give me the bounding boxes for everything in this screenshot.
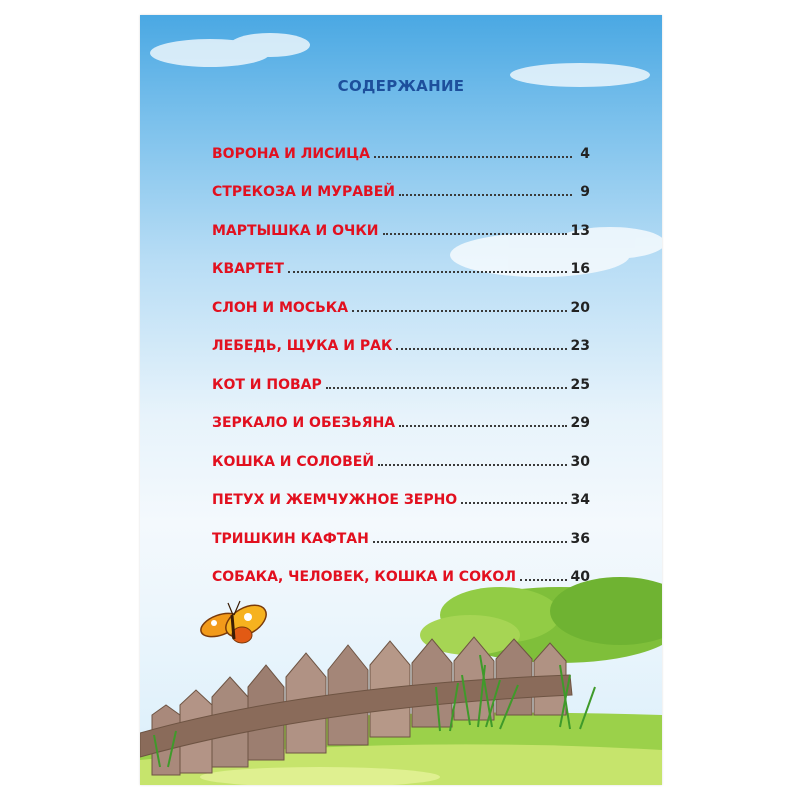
- dot-leader: [520, 579, 567, 581]
- toc-entry-title: СОБАКА, ЧЕЛОВЕК, КОШКА И СОКОЛ: [212, 569, 516, 585]
- toc-entry: [212, 316, 590, 355]
- butterfly-illustration: [198, 599, 272, 644]
- toc-entry: [212, 508, 590, 547]
- toc-entry-page-number: 25: [570, 376, 590, 393]
- toc-entry: [212, 277, 590, 316]
- toc-entry: [212, 354, 590, 393]
- toc-entry: [212, 470, 590, 509]
- toc-entry-title: СЛОН И МОСЬКА: [212, 299, 349, 316]
- dot-leader: [288, 271, 567, 273]
- toc-entry-title: КВАРТЕТ: [212, 261, 284, 277]
- toc-entry-page-number: 20: [570, 299, 590, 316]
- page-title: СОДЕРЖАНИЕ: [337, 77, 465, 95]
- dot-leader: [383, 233, 567, 235]
- toc-entry-title: ТРИШКИН КАФТАН: [212, 530, 369, 547]
- dot-leader: [352, 310, 566, 312]
- toc-entry: [212, 393, 590, 432]
- toc-entry-page-number: 13: [570, 222, 590, 239]
- toc-entry-page-number: 23: [570, 338, 590, 354]
- dot-leader: [399, 425, 566, 427]
- toc-entry: [212, 431, 590, 470]
- toc-entry-page-number: 36: [570, 530, 590, 547]
- toc-entry: [212, 200, 590, 239]
- dot-leader: [326, 387, 567, 389]
- toc-entry: [212, 123, 590, 162]
- toc-entry-title: ЛЕБЕДЬ, ЩУКА И РАК: [212, 338, 393, 354]
- toc-entry-title: СТРЕКОЗА И МУРАВЕЙ: [212, 184, 396, 200]
- dot-leader: [396, 348, 566, 350]
- toc-entry-title: ПЕТУХ И ЖЕМЧУЖНОЕ ЗЕРНО: [212, 492, 458, 508]
- table-of-contents: [212, 123, 590, 585]
- toc-entry: [212, 547, 590, 586]
- toc-entry: [212, 162, 590, 201]
- toc-entry-page-number: 30: [570, 453, 590, 470]
- dot-leader: [373, 541, 567, 543]
- dot-leader: [374, 156, 572, 158]
- dot-leader: [378, 464, 566, 466]
- toc-entry-page-number: 40: [570, 569, 590, 585]
- toc-entry-page-number: 4: [580, 145, 590, 162]
- book-page: [140, 15, 662, 785]
- toc-entry-title: ЗЕРКАЛО И ОБЕЗЬЯНА: [212, 415, 396, 431]
- toc-entry-page-number: 16: [570, 261, 590, 277]
- toc-entry-page-number: 9: [580, 184, 590, 200]
- toc-entry-page-number: 34: [570, 492, 590, 508]
- toc-entry-title: КОШКА И СОЛОВЕЙ: [212, 453, 375, 470]
- bushes: [420, 577, 662, 663]
- toc-entry-page-number: 29: [570, 415, 590, 431]
- dot-leader: [399, 194, 572, 196]
- toc-entry: [212, 239, 590, 278]
- dot-leader: [461, 502, 566, 504]
- toc-entry-title: КОТ И ПОВАР: [212, 376, 322, 393]
- toc-entry-title: ВОРОНА И ЛИСИЦА: [212, 145, 370, 162]
- toc-entry-title: МАРТЫШКА И ОЧКИ: [212, 222, 379, 239]
